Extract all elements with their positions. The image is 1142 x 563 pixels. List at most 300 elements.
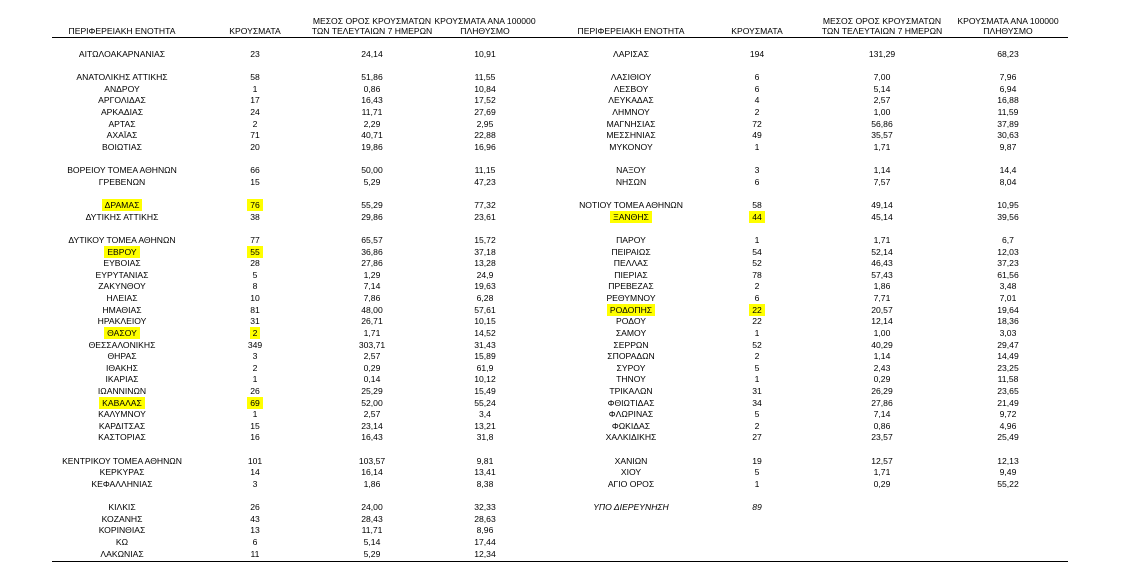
per100k-value bbox=[400, 421, 570, 432]
per100k-value bbox=[400, 305, 570, 316]
per100k-value bbox=[923, 351, 1093, 362]
per100k-value-text: 9,49 bbox=[999, 467, 1017, 478]
avg7-value-text: 11,71 bbox=[361, 107, 383, 118]
avg7-value-text: 46,43 bbox=[871, 258, 893, 269]
cases-value-text: 31 bbox=[250, 316, 260, 327]
per100k-value-text: 14,4 bbox=[999, 165, 1017, 176]
per100k-value-text: 9,81 bbox=[476, 455, 494, 466]
avg7-value-text: 5,29 bbox=[363, 548, 381, 559]
per100k-value bbox=[923, 409, 1093, 420]
per100k-value bbox=[400, 177, 570, 188]
region-name-text: ΖΑΚΥΝΘΟΥ bbox=[98, 281, 146, 292]
cases-value-text: 1 bbox=[754, 478, 760, 489]
region-name-text: ΚΟΡΙΝΘΙΑΣ bbox=[98, 525, 146, 536]
per100k-value bbox=[400, 549, 570, 560]
region-name-text: ΛΗΜΝΟΥ bbox=[612, 107, 650, 118]
region-name-text: ΕΥΡΥΤΑΝΙΑΣ bbox=[95, 269, 149, 280]
per100k-value bbox=[923, 84, 1093, 95]
cases-value-text: 349 bbox=[247, 339, 263, 350]
per100k-value bbox=[400, 328, 570, 339]
per100k-value-text: 3,48 bbox=[999, 281, 1017, 292]
region-name-text: ΛΑΣΙΘΙΟΥ bbox=[610, 72, 652, 83]
header-per100k-right bbox=[933, 16, 1083, 36]
avg7-value-text: 1,14 bbox=[873, 165, 891, 176]
cases-value-text: 89 bbox=[752, 502, 762, 513]
cases-value-text: 1 bbox=[754, 374, 760, 385]
region-name-text: ΞΑΝΘΗΣ bbox=[610, 211, 652, 223]
region-name-text: ΦΛΩΡΙΝΑΣ bbox=[608, 409, 654, 420]
region-name-text: ΡΟΔΟΠΗΣ bbox=[607, 304, 655, 316]
per100k-value bbox=[923, 95, 1093, 106]
per100k-value bbox=[923, 281, 1093, 292]
avg7-value-text: 0,86 bbox=[363, 83, 381, 94]
cases-value-text: 10 bbox=[250, 293, 260, 304]
region-name-text: ΒΟΙΩΤΙΑΣ bbox=[102, 141, 142, 152]
per100k-value bbox=[923, 340, 1093, 351]
bottom-rule bbox=[52, 561, 1068, 562]
avg7-value-text: 24,00 bbox=[361, 502, 383, 513]
cases-value-text: 2 bbox=[754, 281, 760, 292]
per100k-value-text: 10,84 bbox=[474, 83, 496, 94]
region-name-text: ΗΡΑΚΛΕΙΟΥ bbox=[97, 316, 147, 327]
avg7-value-text: 2,57 bbox=[363, 351, 381, 362]
cases-value-text: 2 bbox=[250, 327, 261, 339]
region-name-text: ΔΡΑΜΑΣ bbox=[102, 199, 143, 211]
cases-value-text: 16 bbox=[250, 432, 260, 443]
cases-value-text: 23 bbox=[250, 49, 260, 59]
cases-value-text: 81 bbox=[250, 304, 260, 315]
avg7-value-text: 303,71 bbox=[358, 339, 386, 350]
per100k-value-text: 10,95 bbox=[997, 200, 1019, 211]
region-name-text: ΗΜΑΘΙΑΣ bbox=[102, 304, 142, 315]
cases-value-text: 22 bbox=[749, 304, 765, 316]
region-name-text: ΓΡΕΒΕΝΩΝ bbox=[98, 176, 146, 187]
per100k-value bbox=[400, 84, 570, 95]
cases-value-text: 1 bbox=[252, 83, 258, 94]
per100k-value-text: 9,72 bbox=[999, 409, 1017, 420]
avg7-value-text: 11,71 bbox=[361, 525, 383, 536]
cases-value-text: 8 bbox=[252, 281, 258, 292]
per100k-value-text: 31,8 bbox=[476, 432, 494, 443]
per100k-value-text: 13,21 bbox=[474, 420, 496, 431]
avg7-value-text: 35,57 bbox=[871, 130, 893, 141]
avg7-value-text: 1,29 bbox=[363, 269, 381, 280]
avg7-value-text: 57,43 bbox=[871, 269, 893, 280]
per100k-value-text: 13,28 bbox=[474, 258, 496, 269]
avg7-value-text: 29,86 bbox=[361, 211, 383, 222]
cases-value-text: 2 bbox=[252, 362, 258, 373]
per100k-value bbox=[923, 374, 1093, 385]
cases-value-text: 5 bbox=[754, 467, 760, 478]
avg7-value-text: 16,14 bbox=[361, 467, 383, 478]
region-name-text: ΙΘΑΚΗΣ bbox=[106, 362, 138, 373]
per100k-value bbox=[923, 305, 1093, 316]
per100k-value-text: 39,56 bbox=[997, 211, 1019, 222]
per100k-value bbox=[923, 456, 1093, 467]
per100k-value bbox=[400, 374, 570, 385]
region-name-text: ΚΑΛΥΜΝΟΥ bbox=[98, 409, 146, 420]
region-name-text: ΤΗΝΟΥ bbox=[616, 374, 646, 385]
avg7-value-text: 0,86 bbox=[873, 420, 891, 431]
header-line: ΚΡΟΥΣΜΑΤΑ ΑΝΑ 100000 bbox=[957, 16, 1059, 26]
region-name-text: ΠΕΛΛΑΣ bbox=[613, 258, 649, 269]
cases-value-text: 15 bbox=[250, 420, 260, 431]
avg7-value-text: 40,29 bbox=[871, 339, 893, 350]
per100k-value bbox=[400, 467, 570, 478]
region-name-text: ΦΩΚΙΔΑΣ bbox=[611, 420, 651, 431]
cases-value-text: 2 bbox=[754, 420, 760, 431]
per100k-value bbox=[400, 525, 570, 536]
cases-value-text: 194 bbox=[749, 49, 765, 59]
avg7-value-text: 1,86 bbox=[873, 281, 891, 292]
header-line: ΤΩΝ ΤΕΛΕΥΤΑΙΩΝ 7 ΗΜΕΡΩΝ bbox=[821, 26, 943, 36]
cases-value-text: 3 bbox=[252, 478, 258, 489]
region-name-text: ΑΓΙΟ ΟΡΟΣ bbox=[607, 478, 655, 489]
region-name-text: ΝΗΣΩΝ bbox=[615, 176, 647, 187]
region-name-text: ΙΚΑΡΙΑΣ bbox=[105, 374, 139, 385]
per100k-value bbox=[400, 72, 570, 83]
region-name-text: ΡΟΔΟΥ bbox=[616, 316, 646, 327]
per100k-value bbox=[400, 537, 570, 548]
per100k-value-text: 17,44 bbox=[474, 537, 496, 548]
cases-value-text: 24 bbox=[250, 107, 260, 118]
avg7-value-text: 56,86 bbox=[871, 118, 893, 129]
cases-value-text: 2 bbox=[754, 351, 760, 362]
avg7-value-text: 36,86 bbox=[361, 246, 383, 257]
per100k-value-text: 55,22 bbox=[997, 478, 1019, 489]
header-per100k-left bbox=[410, 16, 560, 36]
avg7-value-text: 1,86 bbox=[363, 478, 381, 489]
cases-value-text: 6 bbox=[252, 537, 258, 548]
region-name-text: ΔΥΤΙΚΟΥ ΤΟΜΕΑ ΑΘΗΝΩΝ bbox=[68, 234, 176, 245]
avg7-value-text: 12,14 bbox=[871, 316, 893, 327]
per100k-value-text: 9,87 bbox=[999, 141, 1017, 152]
avg7-value-text: 1,71 bbox=[363, 327, 381, 338]
region-name-text: ΚΟΖΑΝΗΣ bbox=[101, 513, 143, 524]
region-name-text: ΛΕΣΒΟΥ bbox=[613, 83, 649, 94]
cases-value-text: 2 bbox=[252, 118, 258, 129]
per100k-value-text: 11,55 bbox=[474, 72, 496, 83]
per100k-value-text: 6,7 bbox=[1002, 234, 1014, 245]
per100k-value bbox=[400, 514, 570, 525]
per100k-value-text: 3,03 bbox=[999, 327, 1017, 338]
per100k-value bbox=[400, 363, 570, 374]
avg7-value-text: 5,14 bbox=[873, 83, 891, 94]
avg7-value-text: 16,43 bbox=[361, 95, 383, 106]
per100k-value bbox=[923, 119, 1093, 130]
avg7-value-text: 0,29 bbox=[873, 478, 891, 489]
cases-value-text: 55 bbox=[247, 246, 263, 258]
avg7-value-text: 27,86 bbox=[361, 258, 383, 269]
per100k-value bbox=[400, 119, 570, 130]
cases-value-text: 1 bbox=[754, 234, 760, 245]
avg7-value-text: 12,57 bbox=[871, 455, 893, 466]
per100k-value bbox=[923, 107, 1093, 118]
avg7-value-text: 7,71 bbox=[873, 293, 891, 304]
cases-value-text: 69 bbox=[247, 397, 263, 409]
per100k-value bbox=[923, 363, 1093, 374]
avg7-value-text: 1,00 bbox=[873, 107, 891, 118]
region-name-text: ΘΑΣΟΥ bbox=[104, 327, 140, 339]
per100k-value-text: 21,49 bbox=[997, 397, 1019, 408]
region-name-text: ΑΙΤΩΛΟΑΚΑΡΝΑΝΙΑΣ bbox=[78, 49, 166, 59]
cases-value-text: 101 bbox=[247, 455, 263, 466]
avg7-value-text: 65,57 bbox=[361, 234, 383, 245]
avg7-value-text: 0,29 bbox=[873, 374, 891, 385]
per100k-value-text: 77,32 bbox=[474, 200, 496, 211]
cases-value-text: 71 bbox=[250, 130, 260, 141]
region-name-text: ΛΑΚΩΝΙΑΣ bbox=[100, 548, 144, 559]
region-name-text: ΘΕΣΣΑΛΟΝΙΚΗΣ bbox=[88, 339, 156, 350]
region-name-text: ΚΑΣΤΟΡΙΑΣ bbox=[98, 432, 146, 443]
per100k-value bbox=[923, 421, 1093, 432]
per100k-value-text: 10,12 bbox=[474, 374, 496, 385]
per100k-value-text: 23,25 bbox=[997, 362, 1019, 373]
per100k-value-text: 57,61 bbox=[474, 304, 496, 315]
cases-value-text: 58 bbox=[752, 200, 762, 211]
region-name-text: ΣΑΜΟΥ bbox=[615, 327, 647, 338]
avg7-value-text: 23,14 bbox=[361, 420, 383, 431]
header-line: ΚΡΟΥΣΜΑΤΑ bbox=[229, 26, 281, 36]
per100k-value-text: 37,89 bbox=[997, 118, 1019, 129]
avg7-value-text: 51,86 bbox=[361, 72, 383, 83]
cases-value-text: 28 bbox=[250, 258, 260, 269]
per100k-value bbox=[923, 142, 1093, 153]
cases-value-text: 54 bbox=[752, 246, 762, 257]
per100k-value-text: 18,36 bbox=[997, 316, 1019, 327]
avg7-value-text: 52,00 bbox=[361, 397, 383, 408]
region-name-text: ΡΕΘΥΜΝΟΥ bbox=[606, 293, 656, 304]
region-name-text: ΛΕΥΚΑΔΑΣ bbox=[608, 95, 654, 106]
avg7-value-text: 5,14 bbox=[363, 537, 381, 548]
cases-value-text: 52 bbox=[752, 339, 762, 350]
per100k-value bbox=[400, 340, 570, 351]
avg7-value-text: 20,57 bbox=[871, 304, 893, 315]
avg7-value-text: 55,29 bbox=[361, 200, 383, 211]
per100k-value bbox=[400, 258, 570, 269]
header-line: ΜΕΣΟΣ ΟΡΟΣ ΚΡΟΥΣΜΑΤΩΝ bbox=[312, 16, 432, 26]
per100k-value bbox=[400, 270, 570, 281]
region-name-text: ΝΑΞΟΥ bbox=[616, 165, 646, 176]
per100k-value-text: 17,52 bbox=[474, 95, 496, 106]
cases-value-text: 3 bbox=[252, 351, 258, 362]
region-name-text: ΥΠΟ ΔΙΕΡΕΥΝΗΣΗ bbox=[593, 502, 669, 513]
per100k-value-text: 14,49 bbox=[997, 351, 1019, 362]
per100k-value-text: 37,23 bbox=[997, 258, 1019, 269]
per100k-value bbox=[923, 165, 1093, 176]
per100k-value bbox=[923, 49, 1093, 60]
cases-value-text: 13 bbox=[250, 525, 260, 536]
header-line: ΤΩΝ ΤΕΛΕΥΤΑΙΩΝ 7 ΗΜΕΡΩΝ bbox=[311, 26, 433, 36]
per100k-value-text: 32,33 bbox=[474, 502, 496, 513]
per100k-value bbox=[923, 72, 1093, 83]
per100k-value-text: 31,43 bbox=[474, 339, 496, 350]
region-name-text: ΜΕΣΣΗΝΙΑΣ bbox=[606, 130, 656, 141]
region-name-text: ΑΧΑΪΑΣ bbox=[106, 130, 138, 141]
header-rule bbox=[52, 37, 1068, 38]
per100k-value-text: 68,23 bbox=[997, 49, 1019, 59]
cases-value-text: 1 bbox=[252, 374, 258, 385]
region-name-text: ΚΩ bbox=[115, 537, 129, 548]
per100k-value bbox=[923, 316, 1093, 327]
cases-value-text: 34 bbox=[752, 397, 762, 408]
cases-value-text: 77 bbox=[250, 234, 260, 245]
per100k-value-text: 2,95 bbox=[476, 118, 494, 129]
per100k-value bbox=[923, 270, 1093, 281]
per100k-value-text: 16,96 bbox=[474, 141, 496, 152]
region-name-text: ΧΑΝΙΩΝ bbox=[614, 455, 648, 466]
cases-value-text: 15 bbox=[250, 176, 260, 187]
per100k-value bbox=[400, 409, 570, 420]
per100k-value bbox=[923, 398, 1093, 409]
cases-value-text: 17 bbox=[250, 95, 260, 106]
cases-value-text: 11 bbox=[250, 548, 260, 559]
per100k-value-text: 47,23 bbox=[474, 176, 496, 187]
per100k-value-text: 28,63 bbox=[474, 513, 496, 524]
per100k-value bbox=[400, 200, 570, 211]
header-line: ΠΕΡΙΦΕΡΕΙΑΚΗ ΕΝΟΤΗΤΑ bbox=[577, 26, 685, 36]
avg7-value-text: 1,00 bbox=[873, 327, 891, 338]
header-line: ΠΕΡΙΦΕΡΕΙΑΚΗ ΕΝΟΤΗΤΑ bbox=[68, 26, 176, 36]
per100k-value bbox=[400, 247, 570, 258]
avg7-value-text: 28,43 bbox=[361, 513, 383, 524]
per100k-value-text: 7,01 bbox=[999, 293, 1017, 304]
region-name-text: ΠΡΕΒΕΖΑΣ bbox=[608, 281, 654, 292]
cases-value-text: 5 bbox=[252, 269, 258, 280]
avg7-value-text: 49,14 bbox=[871, 200, 893, 211]
per100k-value bbox=[923, 177, 1093, 188]
per100k-value-text: 23,65 bbox=[997, 385, 1019, 396]
avg7-value-text: 25,29 bbox=[361, 385, 383, 396]
per100k-value-text: 6,28 bbox=[476, 293, 494, 304]
per100k-value bbox=[923, 258, 1093, 269]
region-name-text: ΑΡΚΑΔΙΑΣ bbox=[100, 107, 144, 118]
cases-value-text: 6 bbox=[754, 176, 760, 187]
avg7-value-text: 40,71 bbox=[361, 130, 383, 141]
cases-value-text: 14 bbox=[250, 467, 260, 478]
per100k-value-text: 11,59 bbox=[997, 107, 1019, 118]
avg7-value-text: 1,14 bbox=[873, 351, 891, 362]
cases-value-text: 26 bbox=[250, 385, 260, 396]
region-name-text: ΜΥΚΟΝΟΥ bbox=[609, 141, 653, 152]
cases-value-text: 76 bbox=[247, 199, 263, 211]
per100k-value bbox=[400, 142, 570, 153]
avg7-value-text: 50,00 bbox=[361, 165, 383, 176]
region-name-text: ΣΠΟΡΑΔΩΝ bbox=[607, 351, 655, 362]
avg7-value-text: 1,71 bbox=[873, 234, 891, 245]
per100k-value-text: 19,63 bbox=[474, 281, 496, 292]
per100k-value bbox=[400, 212, 570, 223]
per100k-value-text: 29,47 bbox=[997, 339, 1019, 350]
region-name-text: ΜΑΓΝΗΣΙΑΣ bbox=[606, 118, 656, 129]
cases-value-text: 5 bbox=[754, 362, 760, 373]
cases-value-text: 44 bbox=[749, 211, 765, 223]
per100k-value bbox=[400, 281, 570, 292]
cases-value bbox=[672, 502, 842, 513]
per100k-value-text: 23,61 bbox=[474, 211, 496, 222]
avg7-value-text: 19,86 bbox=[361, 141, 383, 152]
cases-value-text: 43 bbox=[250, 513, 260, 524]
per100k-value-text: 7,96 bbox=[999, 72, 1017, 83]
per100k-value-text: 37,18 bbox=[474, 246, 496, 257]
region-name-text: ΘΗΡΑΣ bbox=[107, 351, 137, 362]
per100k-value-text: 8,96 bbox=[476, 525, 494, 536]
avg7-value-text: 1,71 bbox=[873, 467, 891, 478]
per100k-value-text: 11,58 bbox=[997, 374, 1019, 385]
per100k-value-text: 61,9 bbox=[476, 362, 494, 373]
per100k-value-text: 15,89 bbox=[474, 351, 496, 362]
region-name-text: ΚΕΝΤΡΙΚΟΥ ΤΟΜΕΑ ΑΘΗΝΩΝ bbox=[62, 455, 182, 466]
per100k-value bbox=[923, 432, 1093, 443]
per100k-value bbox=[400, 293, 570, 304]
region-name-text: ΔΥΤΙΚΗΣ ΑΤΤΙΚΗΣ bbox=[85, 211, 159, 222]
avg7-value-text: 1,71 bbox=[873, 141, 891, 152]
per100k-value-text: 22,88 bbox=[474, 130, 496, 141]
region-name-text: ΠΙΕΡΙΑΣ bbox=[614, 269, 648, 280]
per100k-value bbox=[400, 316, 570, 327]
header-line: ΜΕΣΟΣ ΟΡΟΣ ΚΡΟΥΣΜΑΤΩΝ bbox=[822, 16, 942, 26]
region-name-text: ΦΘΙΩΤΙΔΑΣ bbox=[607, 397, 655, 408]
region-name-text: ΑΝΔΡΟΥ bbox=[104, 83, 140, 94]
region-name-text: ΙΩΑΝΝΙΝΩΝ bbox=[97, 385, 147, 396]
region-name-text: ΧΙΟΥ bbox=[620, 467, 642, 478]
region-name-text: ΛΑΡΙΣΑΣ bbox=[613, 49, 649, 59]
cases-value-text: 38 bbox=[250, 211, 260, 222]
header-line: ΠΛΗΘΥΣΜΟ bbox=[460, 26, 510, 36]
avg7-value-text: 7,00 bbox=[873, 72, 891, 83]
per100k-value-text: 10,15 bbox=[474, 316, 496, 327]
per100k-value bbox=[400, 95, 570, 106]
cases-value-text: 1 bbox=[754, 141, 760, 152]
region-name-text: ΚΑΡΔΙΤΣΑΣ bbox=[98, 420, 146, 431]
per100k-value-text: 61,56 bbox=[997, 269, 1019, 280]
per100k-value-text: 24,9 bbox=[476, 269, 494, 280]
cases-value-text: 4 bbox=[754, 95, 760, 106]
per100k-value-text: 12,34 bbox=[474, 548, 496, 559]
region-name-text: ΒΟΡΕΙΟΥ ΤΟΜΕΑ ΑΘΗΝΩΝ bbox=[67, 165, 177, 176]
cases-value-text: 1 bbox=[252, 409, 258, 420]
per100k-value-text: 8,04 bbox=[999, 176, 1017, 187]
per100k-value bbox=[923, 130, 1093, 141]
per100k-value bbox=[923, 247, 1093, 258]
per100k-value bbox=[400, 386, 570, 397]
avg7-value-text: 0,29 bbox=[363, 362, 381, 373]
avg7-value-text: 2,29 bbox=[363, 118, 381, 129]
region-name-text: ΤΡΙΚΑΛΩΝ bbox=[609, 385, 653, 396]
header-line: ΠΛΗΘΥΣΜΟ bbox=[983, 26, 1033, 36]
per100k-value-text: 12,03 bbox=[997, 246, 1019, 257]
region-name-text: ΑΡΓΟΛΙΔΑΣ bbox=[98, 95, 146, 106]
cases-value-text: 27 bbox=[752, 432, 762, 443]
per100k-value-text: 13,41 bbox=[474, 467, 496, 478]
avg7-value-text: 52,14 bbox=[871, 246, 893, 257]
region-name-text: ΣΕΡΡΩΝ bbox=[613, 339, 649, 350]
avg7-value-text: 2,57 bbox=[363, 409, 381, 420]
per100k-value-text: 30,63 bbox=[997, 130, 1019, 141]
region-name-text: ΚΑΒΑΛΑΣ bbox=[99, 397, 145, 409]
region-name-text: ΚΕΡΚΥΡΑΣ bbox=[99, 467, 145, 478]
per100k-value bbox=[923, 328, 1093, 339]
per100k-value bbox=[400, 456, 570, 467]
cases-value-text: 31 bbox=[752, 385, 762, 396]
region-name-text: ΠΕΙΡΑΙΩΣ bbox=[611, 246, 651, 257]
per100k-value bbox=[400, 130, 570, 141]
cases-value-text: 2 bbox=[754, 107, 760, 118]
header-line: ΚΡΟΥΣΜΑΤΑ bbox=[731, 26, 783, 36]
region-name-text: ΝΟΤΙΟΥ ΤΟΜΕΑ ΑΘΗΝΩΝ bbox=[579, 200, 683, 211]
avg7-value-text: 131,29 bbox=[868, 49, 896, 59]
region-name-text: ΚΕΦΑΛΛΗΝΙΑΣ bbox=[91, 478, 153, 489]
